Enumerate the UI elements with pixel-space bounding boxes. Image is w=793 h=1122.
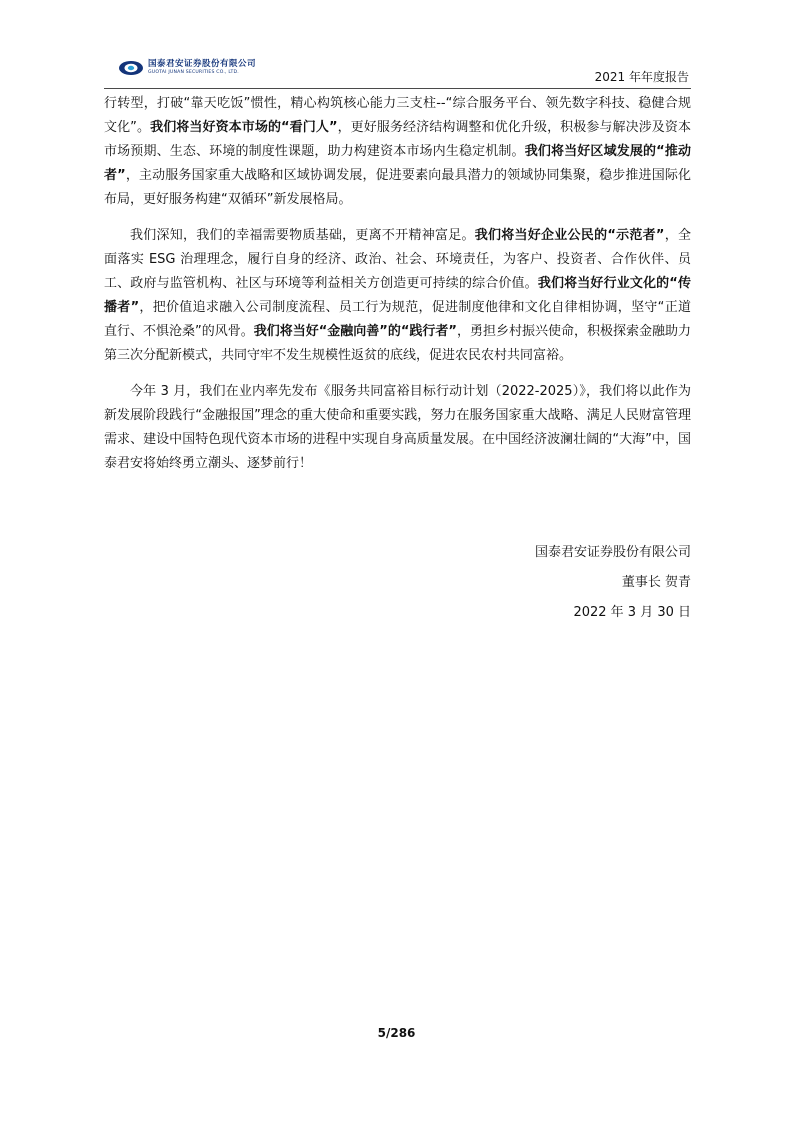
letter-body bbox=[104, 92, 691, 488]
company-logo bbox=[118, 60, 256, 76]
paragraph-segment-bold: 我们将当好资本市场的“看门人” bbox=[150, 120, 338, 135]
signature-company: 国泰君安证券股份有限公司 bbox=[534, 545, 691, 560]
paragraph-segment: 我们深知，我们的幸福需要物质基础，更离不开精神富足。 bbox=[130, 228, 475, 243]
paragraph-segment: 行转型，打破“靠天吃饭”惯性，精心构筑核心能力三支柱--“综合服务平台、领先数字科技、稳健合规文化”。 bbox=[104, 96, 691, 135]
signature-block bbox=[535, 541, 691, 631]
paragraph-segment: ，勇担乡村振兴使命，积极探索金融助力第三次分配新模式，共同守牢不发生规模性返贫的底线，促进农民农村共同富裕。 bbox=[104, 324, 691, 363]
paragraph-segment: 今年 3 月，我们在业内率先发布《服务共同富裕目标行动计划（2022-2025）》，我们将以此作为新发展阶段践行“金融报国”理念的重大使命和重要实践，努力在服务国家重大战略、满足人民财富管理需求、建设中国特色现代资本市场的进程中实现自身高质量发展。在中国经济波澜壮阔的“大海”中，国泰君安将始终勇立潮头、逐梦前行！ bbox=[104, 384, 691, 471]
page-number: 5/286 bbox=[377, 1026, 416, 1040]
company-logo-icon bbox=[118, 60, 144, 76]
paragraph-segment-bold: 我们将当好行业文化的“传播者” bbox=[104, 276, 691, 315]
paragraph-segment-bold: 我们将当好区域发展的“推动者” bbox=[104, 144, 691, 183]
report-title: 2021 年年度报告 bbox=[594, 70, 689, 84]
page-header bbox=[104, 56, 691, 89]
paragraph-segment: ，全面落实 ESG 治理理念，履行自身的经济、政治、社会、环境责任，为客户、投资者、合作伙伴、员工、政府与监管机构、社区与环境等利益相关方创造更可持续的综合价值。 bbox=[104, 228, 691, 291]
paragraph-3 bbox=[104, 380, 691, 476]
signature-date: 2022 年 3 月 30 日 bbox=[573, 605, 691, 620]
logo-company-cn: 国泰君安证券股份有限公司 bbox=[148, 59, 257, 70]
paragraph-segment: ，把价值追求融入公司制度流程、员工行为规范，促进制度他律和文化自律相协调，坚守“正道直行、不惧沧桑”的风骨。 bbox=[104, 300, 691, 339]
logo-company-en: GUOTAI JUNAN SECURITIES CO., LTD. bbox=[148, 69, 239, 75]
paragraph-segment-bold: 我们将当好“金融向善”的“践行者” bbox=[253, 324, 457, 339]
signature-chairman: 董事长 贺青 bbox=[621, 575, 691, 590]
paragraph-2 bbox=[104, 224, 691, 368]
paragraph-segment: ，更好服务经济结构调整和优化升级，积极参与解决涉及资本市场预期、生态、环境的制度性课题，助力构建资本市场内生稳定机制。 bbox=[104, 120, 691, 159]
paragraph-segment-bold: 我们将当好企业公民的“示范者” bbox=[474, 228, 665, 243]
paragraph-segment: ，主动服务国家重大战略和区域协调发展，促进要素向最具潜力的领域协同集聚，稳步推进国际化布局，更好服务构建“双循环”新发展格局。 bbox=[104, 168, 691, 207]
paragraph-1 bbox=[104, 92, 691, 212]
